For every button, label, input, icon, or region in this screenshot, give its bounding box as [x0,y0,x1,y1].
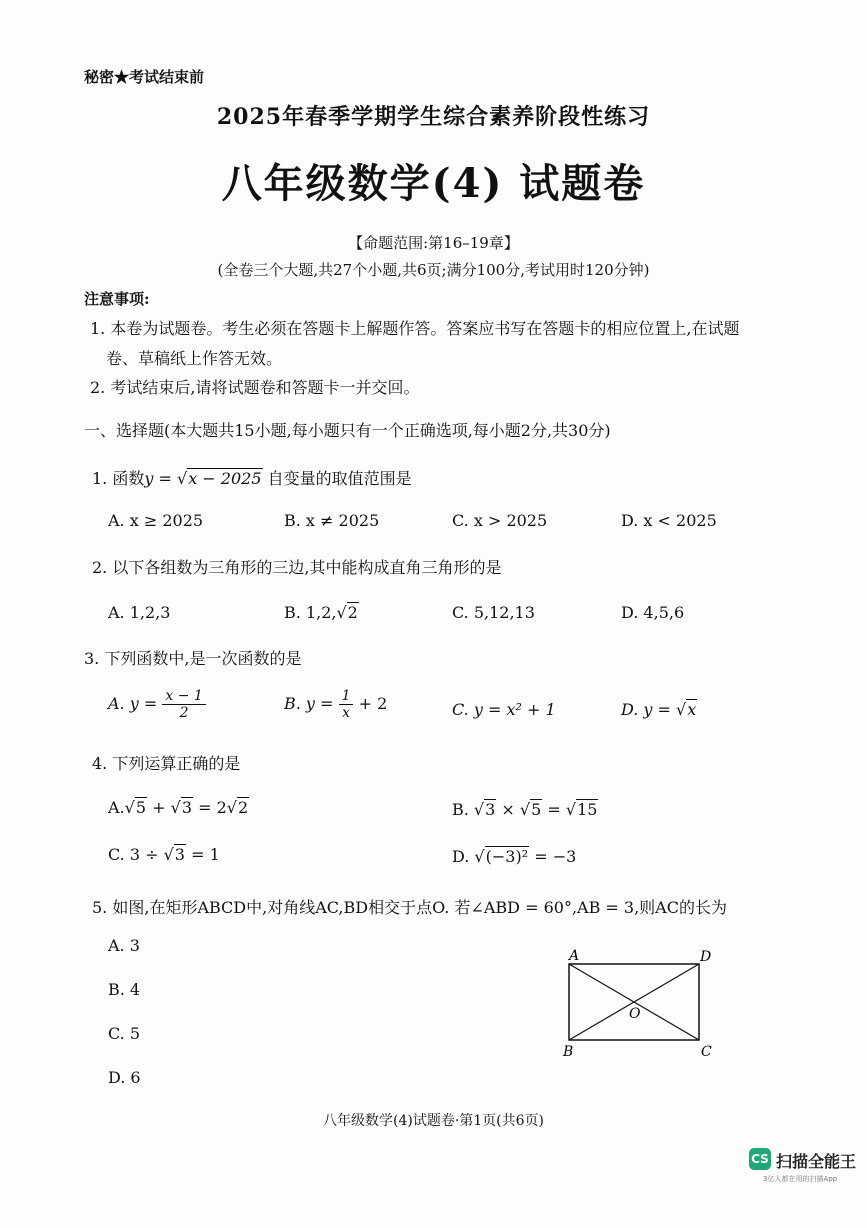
vertex-label-b: B [563,1044,574,1060]
section-heading: 一、选择题(本大题共15小题,每小题只有一个正确选项,每小题2分,共30分) [84,421,611,440]
q2-option-c: C. 5,12,13 [452,603,535,622]
q4-b-radicand-1: 3 [485,800,496,819]
q1-expr-lhs: y = [144,469,177,488]
q3-option-a [108,688,206,721]
q4-option-d: D. √(−3)² = −3 [452,847,577,866]
q4-b-radicand-3: 15 [577,800,598,819]
q4-c-suffix: = 1 [191,845,220,864]
q1-option-c: C. x > 2025 [452,511,548,530]
q4-a-radicand-3: 2 [237,798,249,817]
q3-a-denominator: 2 [179,705,189,721]
question-1-stem: 1. 函数y = √x − 2025 自变量的取值范围是 [92,469,412,488]
q2-option-b: B. 1,2,√2 [284,603,358,622]
q1-option-a: A. x ≥ 2025 [108,511,204,530]
camscanner-name: 扫描全能王 [776,1152,857,1171]
q1-option-d: D. x < 2025 [621,511,717,530]
exam-info: (全卷三个大题,共27个小题,共6页;满分100分,考试用时120分钟) [217,261,650,279]
q4-b-label: B. [452,800,469,819]
q3-b-denominator: x [342,705,350,721]
q1-option-b: B. x ≠ 2025 [284,511,380,530]
q4-option-b: B. √3 × √5 = √15 [452,800,598,819]
q4-option-c: C. 3 ÷ √3 = 1 [108,845,220,864]
q3-d-prefix: D. y = [621,700,671,719]
q2-b-radicand: 2 [347,603,358,622]
question-3-stem: 3. 下列函数中,是一次函数的是 [84,649,302,668]
q1-suffix: 自变量的取值范围是 [267,469,412,488]
q3-b-suffix: + 2 [358,694,388,713]
confidential-label: 秘密★考试结束前 [84,68,205,86]
q1-radicand: x − 2025 [188,469,262,488]
q2-option-d: D. 4,5,6 [621,603,685,622]
notice-item-1: 1. 本卷为试题卷。考生必须在答题卡上解题作答。答案应书写在答题卡的相应位置上,在试题 [90,319,740,338]
q2-b-prefix: B. 1,2, [284,603,337,622]
q4-d-suffix: = −3 [534,847,577,866]
question-5-stem: 5. 如图,在矩形ABCD中,对角线AC,BD相交于点O. 若∠ABD = 60°,AB = 3,则AC的长为 [92,898,727,917]
q4-a-radicand-2: 3 [181,798,192,817]
q5-option-a: A. 3 [108,936,140,955]
notice-item-2: 2. 考试结束后,请将试题卷和答题卡一并交回。 [90,378,420,397]
q3-d-radicand: x [687,700,697,719]
q3-b-fraction [339,688,354,721]
exam-scope: 【命题范围:第16–19章】 [348,234,519,252]
vertex-label-a: A [569,948,580,964]
q3-a-prefix: A. y = [108,694,158,713]
center-label-o: O [629,1006,641,1022]
q3-a-numerator: x − 1 [162,688,205,705]
camscanner-tagline: 3亿人都在用的扫描App [763,1175,838,1183]
q4-option-a: A.√5 + √3 = 2√2 [108,798,249,817]
q3-option-c: C. y = x² + 1 [452,700,556,719]
vertex-label-d: D [700,949,712,965]
exam-subtitle: 2025年春季学期学生综合素养阶段性练习 [216,104,651,130]
q4-c-prefix: C. 3 ÷ [108,845,159,864]
notice-heading: 注意事项: [84,290,150,308]
q3-option-d: D. y = √x [621,700,697,719]
q4-a-plus: + [152,798,166,817]
q4-d-label: D. [452,847,470,866]
q5-option-b: B. 4 [108,980,141,999]
q5-option-c: C. 5 [108,1024,141,1043]
q5-option-d: D. 6 [108,1068,141,1087]
question-2-stem: 2. 以下各组数为三角形的三边,其中能构成直角三角形的是 [92,558,502,577]
question-4-stem: 4. 下列运算正确的是 [92,754,241,773]
q4-b-radicand-2: 5 [531,800,542,819]
q1-prefix: 1. 函数 [92,469,145,488]
q4-a-radicand-1: 5 [135,798,147,817]
q3-a-fraction [162,688,205,721]
q3-option-b [284,688,387,721]
q4-b-times: × [501,800,515,819]
q4-d-radicand: (−3)² [485,847,529,866]
page-title: 八年级数学(4) 试题卷 [221,160,646,207]
page-footer: 八年级数学(4)试题卷·第1页(共6页) [322,1113,545,1129]
rectangle-figure [555,942,730,1062]
q4-a-label: A. [108,798,125,817]
camscanner-logo-icon: CS [749,1148,771,1170]
notice-item-1-cont: 卷、草稿纸上作答无效。 [106,349,283,368]
q4-b-equals: = [547,800,561,819]
q3-b-numerator: 1 [339,688,354,705]
q4-c-radicand: 3 [174,845,185,864]
q3-b-prefix: B. y = [284,694,334,713]
q2-option-a: A. 1,2,3 [108,603,171,622]
vertex-label-c: C [701,1044,712,1060]
q4-a-equals: = 2 [198,798,227,817]
